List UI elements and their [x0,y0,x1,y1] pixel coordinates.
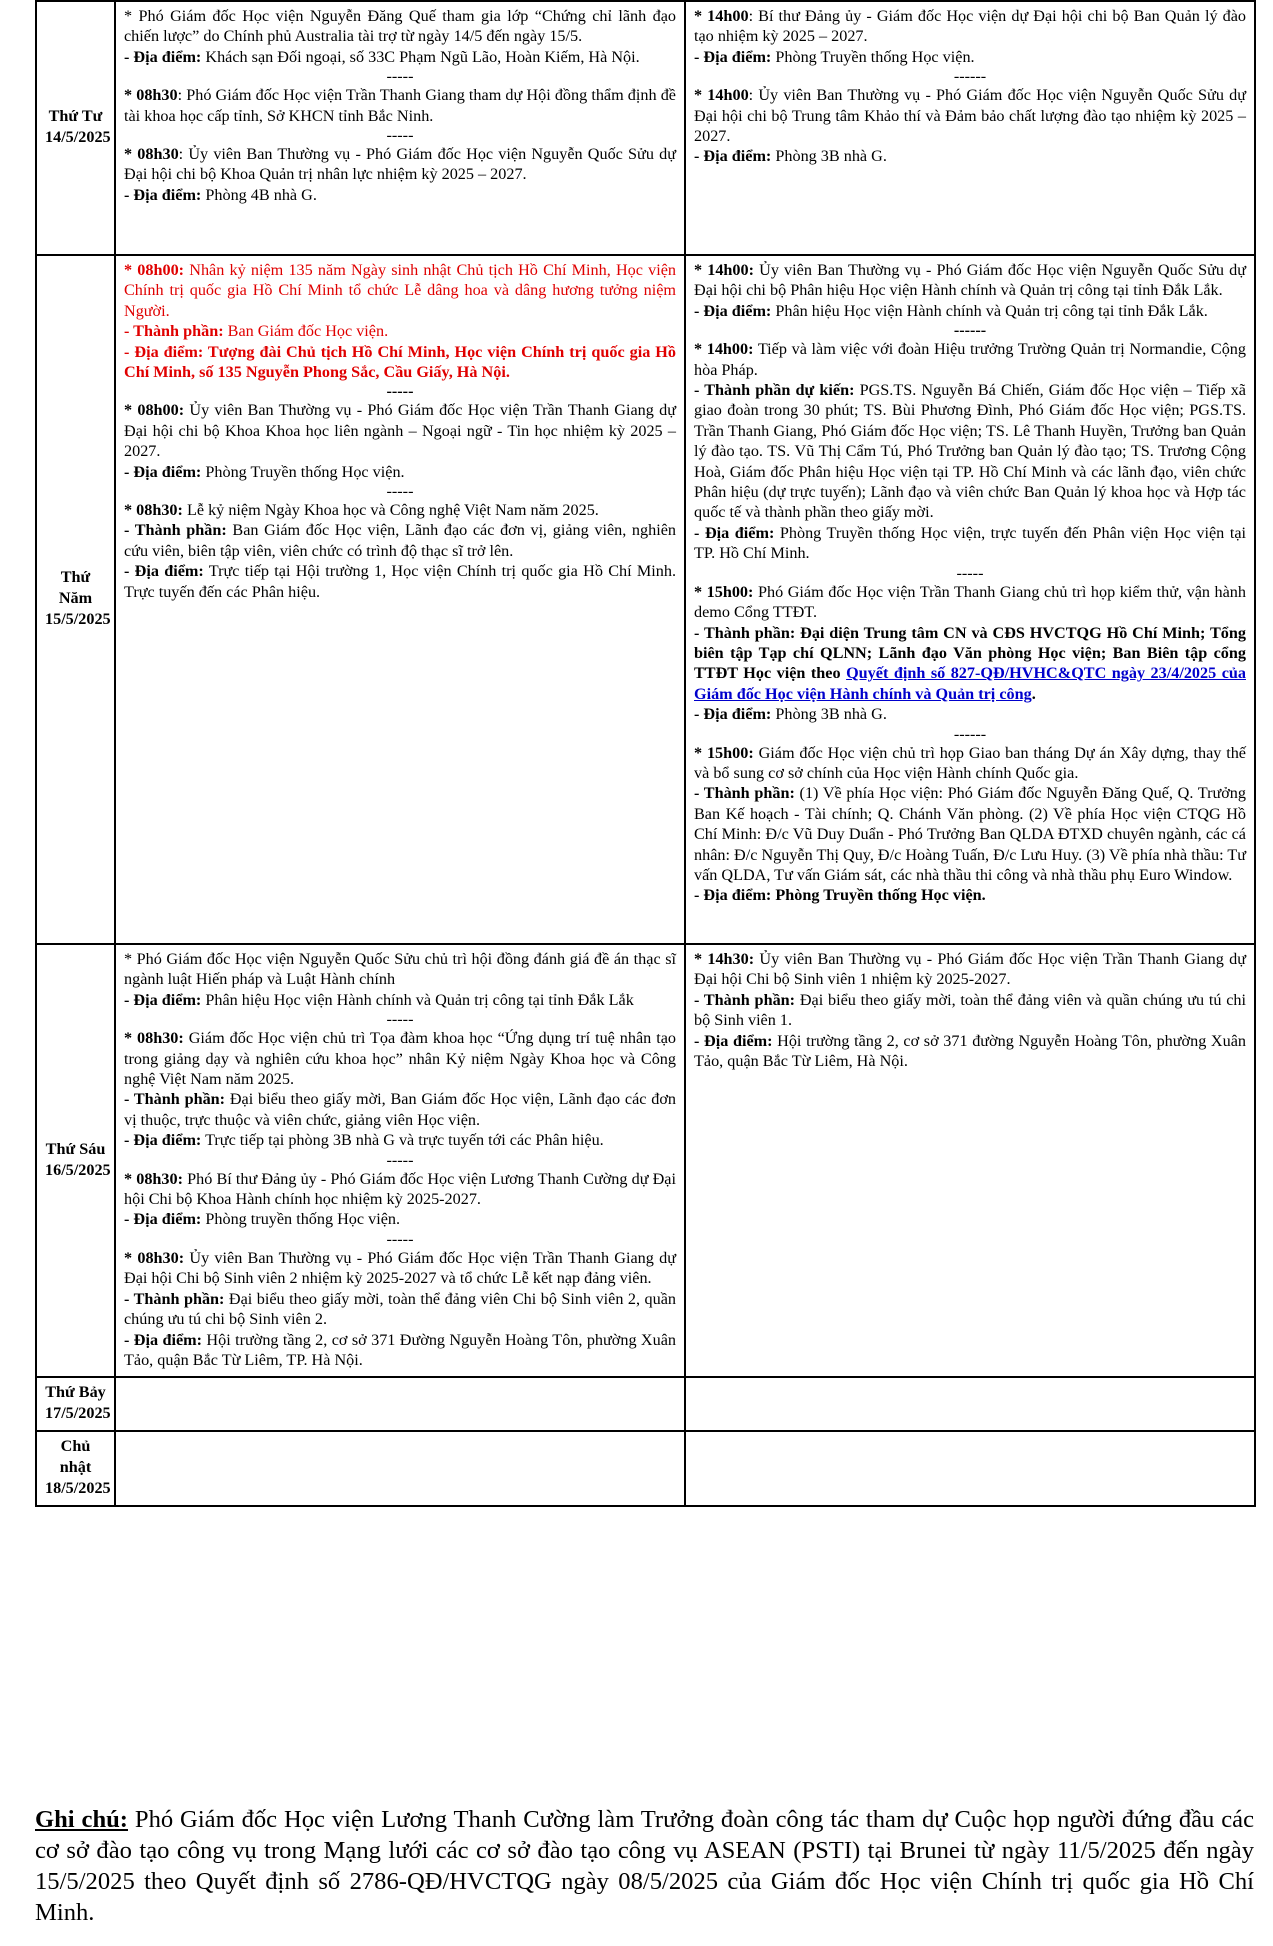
weekday-label: Thứ Sáu [45,1139,106,1158]
afternoon-cell-saturday [685,1377,1255,1431]
event-item: * Phó Giám đốc Học viện Nguyễn Đăng Quế tham gia lớp “Chứng chỉ lãnh đạo chiến lược” do Chính phủ Australia tài trợ từ ngày 14/5 đến ngày 15/5. - Địa điểm: Khách sạn Đối ngoại, số 33C Phạm Ngũ Lão, Hoàn Kiếm, Hà Nội. [124,7,676,66]
event-item: * 14h00: Ủy viên Ban Thường vụ - Phó Giám đốc Học viện Nguyễn Quốc Sửu dự Đại hội chi bộ Trung tâm Khảo thí và Đảm bảo chất lượng đào tạo nhiệm kỳ 2025 – 2027. - Địa điểm: Phòng 3B nhà G. [694,86,1246,166]
weekly-schedule-table [35,0,1256,1507]
weekday-label: Thứ Tư [48,107,103,125]
weekday-label: Thứ Năm [58,568,93,607]
morning-cell-friday [115,944,685,1377]
event-item: * 15h00: Phó Giám đốc Học viện Trần Thanh Giang chủ trì họp kiểm thử, vận hành demo Cổng TTĐT. - Thành phần: Đại diện Trung tâm CN và CĐS HVCTQG Hồ Chí Minh; Tổng biên tập Tạp chí QLNN; Lãnh đạo Văn phòng Học viện; Ban Biên tập cổng TTĐT Học viện theo Quyết định số 827-QĐ/HVHC&QTC ngày 23/4/2025 của Giám đốc Học viện Hành chính và Quản trị công. - Địa điểm: Phòng 3B nhà G. [694,582,1246,724]
day-cell-sunday [36,1431,115,1506]
afternoon-cell-sunday [685,1431,1255,1506]
schedule-row-friday [36,944,1255,1377]
event-item: * 14h00: Tiếp và làm việc với đoàn Hiệu trưởng Trường Quản trị Normandie, Cộng hòa Pháp. - Thành phần dự kiến: PGS.TS. Nguyễn Bá Chiến, Giám đốc Học viện – Tiếp xã giao đoàn trong 30 phút; TS. Bùi Phương Đình, Phó Giám đốc Học viện; PGS.TS. Trần Thanh Giang, Phó Giám đốc Học viện; TS. Lê Thanh Huyền, Trưởng ban Quản lý đào tạo. TS. Vũ Thị Cẩm Tú, Phó Trưởng ban Quản lý đào tạo; TS. Trương Cộng Hoà, Giám đốc Phân hiệu Học viện tại TP. Hồ Chí Minh và các lãnh đạo, viên chức Phân hiệu (dự trực tuyến); Lãnh đạo và viên chức Ban Quản lý khoa học và Hợp tác quốc tế và thành phần theo giấy mời. - Địa điểm: Phòng Truyền thống Học viện, trực tuyến đến Phân viện Học viện tại TP. Hồ Chí Minh. [694,340,1246,563]
date-label: 18/5/2025 [45,1479,111,1498]
date-label: 16/5/2025 [45,1160,111,1179]
afternoon-cell-friday [685,944,1255,1377]
event-item: * 14h00: Ủy viên Ban Thường vụ - Phó Giám đốc Học viện Nguyễn Quốc Sửu dự Đại hội chi bộ Phân hiệu Học viện Hành chính và Quản trị công tại tỉnh Đắk Lắk. - Địa điểm: Phân hiệu Học viện Hành chính và Quản trị công tại tỉnh Đắk Lắk. [694,261,1246,320]
event-item: * 08h30: Phó Giám đốc Học viện Trần Thanh Giang tham dự Hội đồng thẩm định đề tài khoa học cấp tỉnh, Sở KHCN tỉnh Bắc Ninh. [124,86,676,125]
day-cell-friday [36,944,115,1377]
morning-cell-thursday [115,255,685,944]
schedule-row-wednesday [36,1,1255,255]
event-item: * Phó Giám đốc Học viện Nguyễn Quốc Sửu chủ trì hội đồng đánh giá đề án thạc sĩ ngành luật Hiến pháp và Luật Hành chính - Địa điểm: Phân hiệu Học viện Hành chính và Quản trị công tại tỉnh Đắk Lắk [124,950,676,1009]
event-item-highlight: * 08h00: Nhân kỷ niệm 135 năm Ngày sinh nhật Chủ tịch Hồ Chí Minh, Học viện Chính trị quốc gia Hồ Chí Minh tổ chức Lễ dâng hoa và dâng hương tưởng niệm Người. - Thành phần: Ban Giám đốc Học viện. - Địa điểm: Tượng đài Chủ tịch Hồ Chí Minh, Học viện Chính trị quốc gia Hồ Chí Minh, số 135 Nguyễn Phong Sắc, Cầu Giấy, Hà Nội. [124,261,676,382]
weekday-label: Thứ Bảy [45,1383,106,1402]
separator: ------ [953,67,987,86]
separator: ----- [386,126,414,145]
footnote-text: Phó Giám đốc Học viện Lương Thanh Cường làm Trưởng đoàn công tác tham dự Cuộc họp người đứng đầu các cơ sở đào tạo công vụ trong Mạng lưới các cơ sở đào tạo công vụ ASEAN (PSTI) tại Brunei từ ngày 11/5/2025 đến ngày 15/5/2025 theo Quyết định số 2786-QĐ/HVCTQG ngày 08/5/2025 của Giám đốc Học viện Chính trị quốc gia Hồ Chí Minh. [35,1806,1254,1926]
footnote-label: Ghi chú: [35,1806,128,1833]
schedule-row-sunday [36,1431,1255,1506]
separator: ----- [386,1229,414,1248]
day-cell-thursday [36,255,115,944]
morning-cell-sunday [115,1431,685,1506]
morning-cell-wednesday [115,1,685,255]
weekday-label: Chủ nhật [59,1437,92,1477]
separator: ------ [953,321,987,340]
event-item: * 14h00: Bí thư Đảng ủy - Giám đốc Học viện dự Đại hội chi bộ Ban Quản lý đào tạo nhiệm kỳ 2025 – 2027. - Địa điểm: Phòng Truyền thống Học viện. [694,7,1246,66]
date-label: 14/5/2025 [45,128,111,146]
separator: ----- [956,563,984,582]
separator: ----- [386,1150,414,1169]
day-cell-saturday [36,1377,115,1431]
separator: ----- [386,1010,414,1029]
event-item: * 08h30: Giám đốc Học viện chủ trì Tọa đàm khoa học “Ứng dụng trí tuệ nhân tạo trong giảng dạy và nghiên cứu khoa học” nhân Kỷ niệm Ngày Khoa học và Công nghệ Việt Nam năm 2025. - Thành phần: Đại biểu theo giấy mời, Ban Giám đốc Học viện, Lãnh đạo các đơn vị thuộc, trực thuộc và viên chức, giảng viên Học viện. - Địa điểm: Trực tiếp tại phòng 3B nhà G và trực tuyến tới các Phân hiệu. [124,1029,676,1150]
event-item: * 14h30: Ủy viên Ban Thường vụ - Phó Giám đốc Học viện Trần Thanh Giang dự Đại hội Chi bộ Sinh viên 1 nhiệm kỳ 2025-2027. - Thành phần: Đại biểu theo giấy mời, toàn thể đảng viên và quần chúng ưu tú chi bộ Sinh viên 1. - Địa điểm: Hội trường tầng 2, cơ sở 371 đường Nguyễn Hoàng Tôn, phường Xuân Tảo, quận Bắc Từ Liêm, Hà Nội. [694,950,1246,1071]
footnote [35,1804,1254,1928]
event-item: * 08h30: Ủy viên Ban Thường vụ - Phó Giám đốc Học viện Nguyễn Quốc Sửu dự Đại hội chi bộ Khoa Quản trị nhân lực nhiệm kỳ 2025 – 2027. - Địa điểm: Phòng 4B nhà G. [124,145,676,204]
afternoon-cell-thursday [685,255,1255,944]
schedule-row-saturday [36,1377,1255,1431]
event-item: * 15h00: Giám đốc Học viện chủ trì họp Giao ban tháng Dự án Xây dựng, thay thế và bổ sung cơ sở chính của Học viện Hành chính Quốc gia. - Thành phần: (1) Về phía Học viện: Phó Giám đốc Nguyễn Đăng Quế, Q. Trưởng Ban Kế hoạch - Tài chính; Q. Chánh Văn phòng. (2) Về phía Học viện CTQG Hồ Chí Minh: Đ/c Vũ Duy Duẩn - Phó Trưởng Ban QLDA ĐTXD chuyên ngành, các cá nhân: Đ/c Nguyễn Thị Quy, Đ/c Hoàng Tuấn, Đ/c Lưu Huy. (3) Về phía nhà thầu: Tư vấn QLDA, Tư vấn Giám sát, các nhà thầu thi công và nhà thầu phụ Euro Window. - Địa điểm: Phòng Truyền thống Học viện. [694,743,1246,905]
day-cell-wednesday [36,1,115,255]
date-label: 17/5/2025 [45,1404,111,1423]
separator: ----- [386,382,414,401]
morning-cell-saturday [115,1377,685,1431]
afternoon-cell-wednesday [685,1,1255,255]
schedule-row-thursday [36,255,1255,944]
event-item: * 08h30: Phó Bí thư Đảng ủy - Phó Giám đốc Học viện Lương Thanh Cường dự Đại hội Chi bộ Khoa Hành chính học nhiệm kỳ 2025-2027. - Địa điểm: Phòng truyền thống Học viện. [124,1169,676,1229]
event-item: * 08h30: Ủy viên Ban Thường vụ - Phó Giám đốc Học viện Trần Thanh Giang dự Đại hội Chi bộ Sinh viên 2 nhiệm kỳ 2025-2027 và tổ chức Lễ kết nạp đảng viên. - Thành phần: Đại biểu theo giấy mời, toàn thể đảng viên Chi bộ Sinh viên 2, quần chúng ưu tú chi bộ Sinh viên 2. - Địa điểm: Hội trường tầng 2, cơ sở 371 Đường Nguyễn Hoàng Tôn, phường Xuân Tảo, quận Bắc Từ Liêm, TP. Hà Nội. [124,1248,676,1369]
decision-link[interactable]: Quyết định số 827-QĐ/HVHC&QTC ngày 23/4/2025 của Giám đốc Học viện Hành chính và Quản trị công [694,664,1246,703]
event-item: * 08h30: Lễ kỷ niệm Ngày Khoa học và Công nghệ Việt Nam năm 2025. - Thành phần: Ban Giám đốc Học viện, Lãnh đạo các đơn vị, giảng viên, nghiên cứu viên, biên tập viên, viên chức có trình độ thạc sĩ trở lên. - Địa điểm: Trực tiếp tại Hội trường 1, Học viện Chính trị quốc gia Hồ Chí Minh. Trực tuyến đến các Phân hiệu. [124,501,676,601]
date-label: 15/5/2025 [45,610,111,628]
separator: ----- [386,67,414,86]
separator: ------ [953,724,987,743]
separator: ----- [386,482,414,501]
event-item: * 08h00: Ủy viên Ban Thường vụ - Phó Giám đốc Học viện Trần Thanh Giang dự Đại hội chi bộ Khoa Khoa học liên ngành – Ngoại ngữ - Tin học nhiệm kỳ 2025 – 2027. - Địa điểm: Phòng Truyền thống Học viện. [124,401,676,481]
